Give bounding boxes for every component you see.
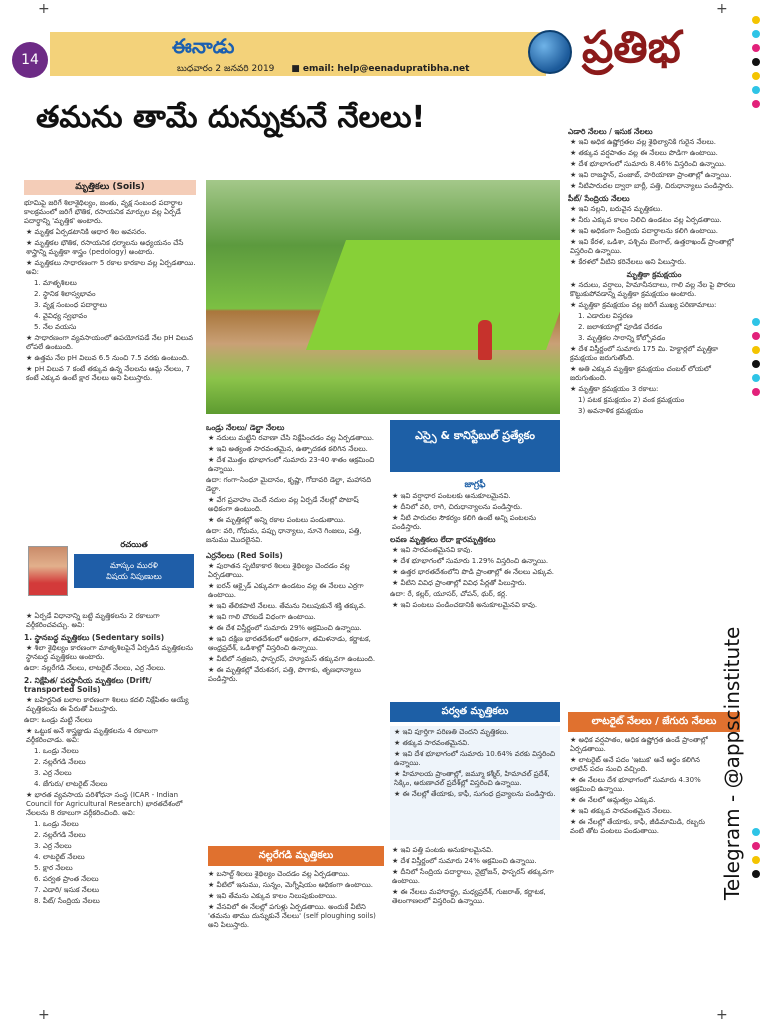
list-item: 3. మృత్తికల సారాన్ని కోల్పోవడం [578,334,666,342]
author-photo [28,546,68,596]
paragraph: ఉదా: ఒండ్రు మట్టి నేలలు [24,716,93,724]
list-item: 4. జేగురు/ లాటరైట్ నేలలు [34,780,108,788]
list-item: 1. ఒండ్రు నేలలు [34,820,79,828]
farmer-figure [478,320,492,360]
bullet: ★ ఇవి అధికంగా సేంద్రియ పదార్థాలను కలిగి ఉంటాయి. [570,227,740,236]
bullet: ★ మృత్తికలు సాధారణంగా 5 రకాల కారకాల వల్ల ఏర్పడతాయి. అవి: [26,259,196,277]
section-title-black-soil: నల్లరేగడి మృత్తికలు [208,846,384,866]
paddy-field-photo [206,180,560,414]
registration-mark: + [38,1,50,17]
list-item: 1. ఒండ్రు నేలలు [34,747,79,755]
bullet: ★ దేశ మొత్తం భూభాగంలో సుమారు 23-40 శాతం ఆక్రమించి ఉన్నాయి. [208,456,384,474]
color-bar [752,16,760,114]
bullet: ★ బసాల్ట్ శిలలు శైథిల్యం చెందడం వల్ల ఏర్పడతాయి. [208,870,386,879]
bullet: ★ కేరళలో వీటిని కరినేలలు అని పిలుస్తారు. [570,258,740,267]
bullet: ★ మృత్తికా క్రమక్షయం 3 రకాలు: [570,385,740,394]
bullet: ★ నీరు ఎక్కువ కాలం నిలిచి ఉండటం వల్ల ఏర్పడతాయి. [570,216,740,225]
bullet: ★ pH విలువ 7 కంటే తక్కువ ఉన్న నేలలను ఆమ్ల నేలలు, 7 కంటే ఎక్కువ ఉంటే క్షార నేలలు అని పిలుస్తారు. [26,365,196,383]
bullet: ★ ఇవి సారవంతమైనవి కావు. [392,546,560,555]
column-soils [24,180,196,536]
column-desert-peat [568,124,740,704]
green-field [306,240,560,350]
column-geography [390,478,560,700]
list-item: 4. వైవిధ్య స్వభావం [34,312,88,320]
list-item: 1. మాతృశిలలు [34,279,77,287]
bullet: ★ బహిర్జనిత బలాల కారణంగా శిలలు కదలి నిక్షేపితం అయ్యే మృత్తికలను ఈ పేరుతో పిలుస్తారు. [26,696,196,714]
bullet: ★ వేగ ప్రవాహం చెందే నదుల వల్ల ఏర్పడే నేలల్లో పొటాష్ అధికంగా ఉంటుంది. [208,496,384,514]
globe-icon [528,30,572,74]
bullet: ★ లాటరైట్ అనే పదం 'ఇటుక' అనే అర్థం కలిగిన లాటిన్ పదం నుంచి వచ్చింది. [570,756,718,774]
bullet: ★ వీటిలో ఇనుము, సున్నం, మెగ్నీషియం అధికంగా ఉంటాయి. [208,881,386,890]
bullet: ★ నదులు మట్టిని రవాణా చేసి నిక్షేపించడం వల్ల ఏర్పడతాయి. [208,434,384,443]
bullet: ★ పురాతన స్ఫటికాకార శిలలు శైథిల్యం చెందడం వల్ల ఏర్పడతాయి. [208,562,384,580]
bullet: ★ ఇవి తక్కువ సారవంతమైన నేలలు. [570,807,718,816]
bullet: ★ నీటి పారుదల సౌకర్యం కలిగి ఉంటే అన్ని పంటలను పండిస్తారు. [392,514,560,532]
bullet: ★ దేశ భూభాగంలో సుమారు 1.29% విస్తరించి ఉన్నాయి. [392,557,560,566]
column-mountain [390,726,560,840]
bullet: ★ నదులు, వర్షాలు, హిమానీనదాలు, గాలి వల్ల నేల పై పొరలు కొట్టుకుపోవడాన్ని మృత్తికా క్రమక్షయం అంటారు. [570,281,740,299]
author-box [24,540,194,608]
bullet: ★ దీనిలో వరి, రాగి, చిరుధాన్యాలను పండిస్తారు. [392,503,560,512]
section-title-soils: మృత్తికలు (Soils) [24,180,196,195]
list-item: 8. పీట్/ సేంద్రియ నేలలు [34,897,100,905]
bullet: ★ ఇవి తేమను ఎక్కువ కాలం నిలుపుకుంటాయి. [208,892,386,901]
list-item: 3. ఎర్ర నేలలు [34,769,72,777]
bullet: ★ ఇవి అత్యంత సారవంతమైన, ఉత్పాదకత కలిగిన నేలలు. [208,445,384,454]
bullet: ★ దేశ భూభాగంలో సుమారు 8.46% విస్తరించి ఉన్నాయి. [570,160,740,169]
page-header [22,16,746,92]
bullet: ★ ఉత్తర భారతదేశంలోని పొడి ప్రాంతాల్లో ఈ నేలలు ఎక్కువ. [392,568,560,577]
bullet: ★ ఈ నేలలు మహారాష్ట్ర, మధ్యప్రదేశ్, గుజరాత్, కర్ణాటక, తెలంగాణలలో విస్తరించి ఉన్నాయి. [392,888,560,906]
bullet: ★ ఈ నేలలో ఆమ్లత్వం ఎక్కువ. [570,796,718,805]
page-headline: తమను తామే దున్నుకునే నేలలు! [36,100,426,135]
bullet: ★ ఈ దేశ విస్తీర్ణంలో సుమారు 29% ఆక్రమించి ఉన్నాయి. [208,624,384,633]
bullet: ★ ఇవి కేరళ, ఒడిశా, పశ్చిమ బెంగాల్, ఉత్తరాఖండ్ ప్రాంతాల్లో విస్తరించి ఉన్నాయి. [570,238,740,256]
column-laterite [568,736,718,1010]
list-item: 2. నల్లరేగడి నేలలు [34,831,86,839]
bullet: ★ వీటిని వివిధ ప్రాంతాల్లో వివిధ పేర్లతో పిలుస్తారు. [392,579,560,588]
list-item: 3) అవనాళిక క్రమక్షయం [578,407,644,415]
special-box: ఎస్సై & కానిస్టేబుల్ ప్రత్యేకం [390,420,560,472]
bullet: ★ ఇవి పత్తి పంటకు అనుకూలమైనవి. [392,846,560,855]
header-meta [177,64,469,76]
list-item: 2. జలాశయాల్లో పూడిక చేరడం [578,323,663,331]
paragraph: ఉదా: నల్లరేగడి నేలలు, లాటరైట్ నేలలు, ఎర్ర నేలలు. [24,664,166,672]
bullet: ★ నీటిపారుదల ద్వారా బార్లీ, పత్తి, చిరుధాన్యాలు పండిస్తారు. [570,182,740,191]
bullet: ★ ఇవి తేలికపాటి నేలలు. తేమను నిలుపుకునే శక్తి తక్కువ. [208,602,384,611]
subheading: లవణ మృత్తికలు లేదా క్షారమృత్తికలు [390,535,496,544]
list-item: 3. వృక్ష సంబంధ పదార్థాలు [34,301,107,309]
bullet: ★ ఐరన్ ఆక్సైడ్ ఎక్కువగా ఉండటం వల్ల ఈ నేలలు ఎర్రగా ఉంటాయి. [208,582,384,600]
column-alluvial [206,420,384,840]
bullet: ★ అతి ఎక్కువ మృత్తికా క్రమక్షయం చంబల్ లోయలో జరుగుతుంది. [570,365,740,383]
bullet: ★ ఈ నేలల్లో తేయాకు, కాఫీ, సుగంధ ద్రవ్యాలను పండిస్తారు. [394,790,558,799]
bullet: ★ ఈ మృత్తికల్లో వేరుశనగ, పత్తి, పొగాకు, తృణధాన్యాలు పండిస్తారు. [208,666,384,684]
newspaper-logo: ఈనాడు [172,34,235,58]
bullet: ★ ఇవి పూర్తిగా పరిణతి చెందని మృత్తికలు. [394,728,558,737]
subheading: ఎర్రనేలలు (Red Soils) [206,551,283,560]
column-soil-classification [24,612,196,1008]
bullet: ★ ఒట్టుక అనే శాస్త్రజ్ఞుడు మృత్తికలను 4 రకాలుగా వర్గీకరించాడు. అవి: [26,727,196,745]
issue-date: బుధవారం 2 జనవరి 2019 [177,64,275,74]
contact-email: ■ email: help@eenadupratibha.net [291,64,470,74]
telegram-watermark: Telegram - @appscinstitute [720,626,744,900]
color-bar [752,828,760,884]
paragraph: ఉదా: రే, కల్లర్, యూసర్, చోపన్, థుర్, కర్ల. [390,590,508,598]
list-item: 7. ఎడారి/ ఇసుక నేలలు [34,886,100,894]
bullet: ★ ఈ నేలల్లో తేయాకు, కాఫీ, జీడిమామిడి, రబ్బరు వంటి తోట పంటలు పండుతాయి. [570,818,718,836]
bullet: ★ వీటిలో నత్రజని, ఫాస్ఫరస్, హ్యూమస్ తక్కువగా ఉంటుంది. [208,655,384,664]
subject-label: జాగ్రఫీ [464,480,486,490]
subheading: ఎడారి నేలలు / ఇసుక నేలలు [568,127,653,136]
registration-mark: + [716,1,728,17]
registration-mark: + [716,1007,728,1023]
bullet: ★ మృత్తికా క్రమక్షయం వల్ల జరిగే ముఖ్య పరిణామాలు: [570,301,740,310]
bullet: ★ ఇవి వర్షాధార పంటలకు అనుకూలమైనవి. [392,492,560,501]
list-item: 1) పటక క్రమక్షయం 2) వంక క్రమక్షయం [578,396,685,404]
bullet: ★ ఇవి అధిక ఉష్ణోగ్రతల వల్ల శైథిల్యానికి గురైన నేలలు. [570,138,740,147]
subheading: మృత్తికా క్రమక్షయం [626,270,682,279]
bullet: ★ ఈ మృత్తికల్లో అన్ని రకాల పంటలు పండుతాయి. [208,516,384,525]
bullet: ★ భారత వ్యవసాయ పరిశోధనా సంస్థ (ICAR - Indian Council for Agricultural Research) భారతదేశంలో నేలలను 8 రకాలుగా వర్గీకరించింది. అవి: [26,791,196,818]
bullet: ★ ఇవి గాలి చొరబడే విధంగా ఉంటాయి. [208,613,384,622]
author-name: మాస్కం మురళి విషయ నిపుణులు [74,554,194,588]
list-item: 2. స్థానిక శిలాస్వభావం [34,290,96,298]
bullet: ★ దేశ విస్తీర్ణంలో సుమారు 175 మి. హెక్టార్లలో మృత్తికా క్రమక్షయం జరుగుతోంది. [570,345,740,363]
registration-mark: + [38,1007,50,1023]
author-label: రచయిత [120,540,148,549]
bullet: ★ ఇవి దక్షిణ భారతదేశంలో అధికంగా, తమిళనాడు, కర్ణాటక, ఆంధ్రప్రదేశ్, ఒడిశాల్లో విస్తరించి ఉన్నాయి. [208,635,384,653]
page-number: 14 [12,42,48,78]
bullet: ★ హిమాలయ ప్రాంతాల్లో, జమ్మూ కశ్మీర్, హిమాచల్ ప్రదేశ్, సిక్కిం, అరుణాచల్ ప్రదేశ్‌ల్లో విస్తరించి ఉన్నాయి. [394,770,558,788]
subheading: ఒండ్రు నేలలు/ డెల్టా నేలలు [206,423,285,432]
bullet: ★ వేసవిలో ఈ నేలల్లో పగుళ్లు ఏర్పడతాయి. అందుకే వీటిని 'తమను తాము దున్నుకునే నేలలు' (self ploughing soils) అని పిలుస్తారు. [208,903,386,930]
bullet: ★ తక్కువ వర్షపాతం వల్ల ఈ నేలలు పొడిగా ఉంటాయి. [570,149,740,158]
subheading: 2. నిక్షేపిత/ పరస్థానీయ మృత్తికలు (Drift/ transported Soils) [24,676,152,694]
column-black-soil-continued [390,846,560,1010]
column-black-soil [206,870,386,1010]
list-item: 1. ఎడారుల విస్తరణ [578,312,633,320]
bullet: ★ మృత్తికల భౌతిక, రసాయనిక ధర్మాలను అధ్యయనం చేసే శాస్త్రాన్ని మృత్తికా శాస్త్రం (pedology) అంటారు. [26,239,196,257]
brand-title: ప్రతిభ [582,22,681,73]
bullet: ★ ఈ నేలలు దేశ భూభాగంలో సుమారు 4.30% ఆక్రమించి ఉన్నాయి. [570,776,718,794]
section-title-laterite: లాటరైట్ నేలలు / జేగురు నేలలు [568,712,740,732]
subheading: 1. స్థానబద్ధ మృత్తికలు (Sedentary soils) [24,633,165,642]
bullet: ★ ఏర్పడే విధానాన్ని బట్టి మృత్తికలను 2 రకాలుగా వర్గీకరించవచ్చు. అవి: [26,612,196,630]
list-item: 3. ఎర్ర నేలలు [34,842,72,850]
paragraph: భూమిపై జరిగే శిలాశైథిల్యం, జంతు, వృక్ష సంబంధ పదార్థాల కాలక్రమంలో జరిగే భౌతిక, రసాయనిక మార్పుల వల్ల ఏర్పడే పదార్థాన్ని 'మృత్తిక' అంటారు. [24,199,183,225]
paragraph: ఉదా: గంగా-సింధూ మైదానం, కృష్ణా, గోదావరి డెల్టా, మహానది డెల్టా. [206,476,372,493]
bullet: ★ ఇవి నల్లని, బరువైన మృత్తికలు. [570,205,740,214]
bullet: ★ తక్కువ సారవంతమైనవి. [394,739,558,748]
bullet: ★ ఇవి రాజస్థాన్, పంజాబ్, హరియాణా ప్రాంతాల్లో ఉన్నాయి. [570,171,740,180]
list-item: 2. నల్లరేగడి నేలలు [34,758,86,766]
color-bar [752,318,760,402]
list-item: 5. క్షార నేలలు [34,864,73,872]
bullet: ★ సాధారణంగా వ్యవసాయంలో ఉపయోగపడే నేల pH విలువ లోపలే ఉంటుంది. [26,334,196,352]
bullet: ★ అధిక వర్షపాతం, అధిక ఉష్ణోగ్రత ఉండే ప్రాంతాల్లో ఏర్పడతాయి. [570,736,718,754]
bullet: ★ మృత్తిక ఏర్పడటానికి ఆధార శిల అవసరం. [26,228,196,237]
subheading: పీట్/ సేంద్రియ నేలలు [568,194,630,203]
bullet: ★ దేశ విస్తీర్ణంలో సుమారు 24% ఆక్రమించి ఉన్నాయి. [392,857,560,866]
list-item: 4. లాటరైట్ నేలలు [34,853,85,861]
bullet: ★ దీనిలో సేంద్రియ పదార్థాలు, నైట్రోజన్, ఫాస్ఫరస్ తక్కువగా ఉంటాయి. [392,868,560,886]
bullet: ★ ఇవి పంటలు పండించడానికి అనుకూలమైనవి కావు. [392,601,560,610]
list-item: 6. పర్వత ప్రాంత నేలలు [34,875,99,883]
bullet: ★ ఉత్తమ నేల pH విలువ 6.5 నుంచి 7.5 వరకు ఉంటుంది. [26,354,196,363]
paragraph: ఉదా: వరి, గోధుమ, పప్పు ధాన్యాలు, నూనె గింజలు, పత్తి, జనుము మొదలైనవి. [206,527,362,544]
list-item: 5. నేల వయసు [34,323,77,331]
bullet: ★ శిలా శైథిల్యం కారణంగా మాతృశిలపైనే ఏర్పడిన మృత్తికలను స్థానబద్ధ మృత్తికలు అంటారు. [26,644,196,662]
section-title-mountain: పర్వత మృత్తికలు [390,702,560,722]
bullet: ★ ఇవి దేశ భూభాగంలో సుమారు 10.64% వరకు విస్తరించి ఉన్నాయి. [394,750,558,768]
